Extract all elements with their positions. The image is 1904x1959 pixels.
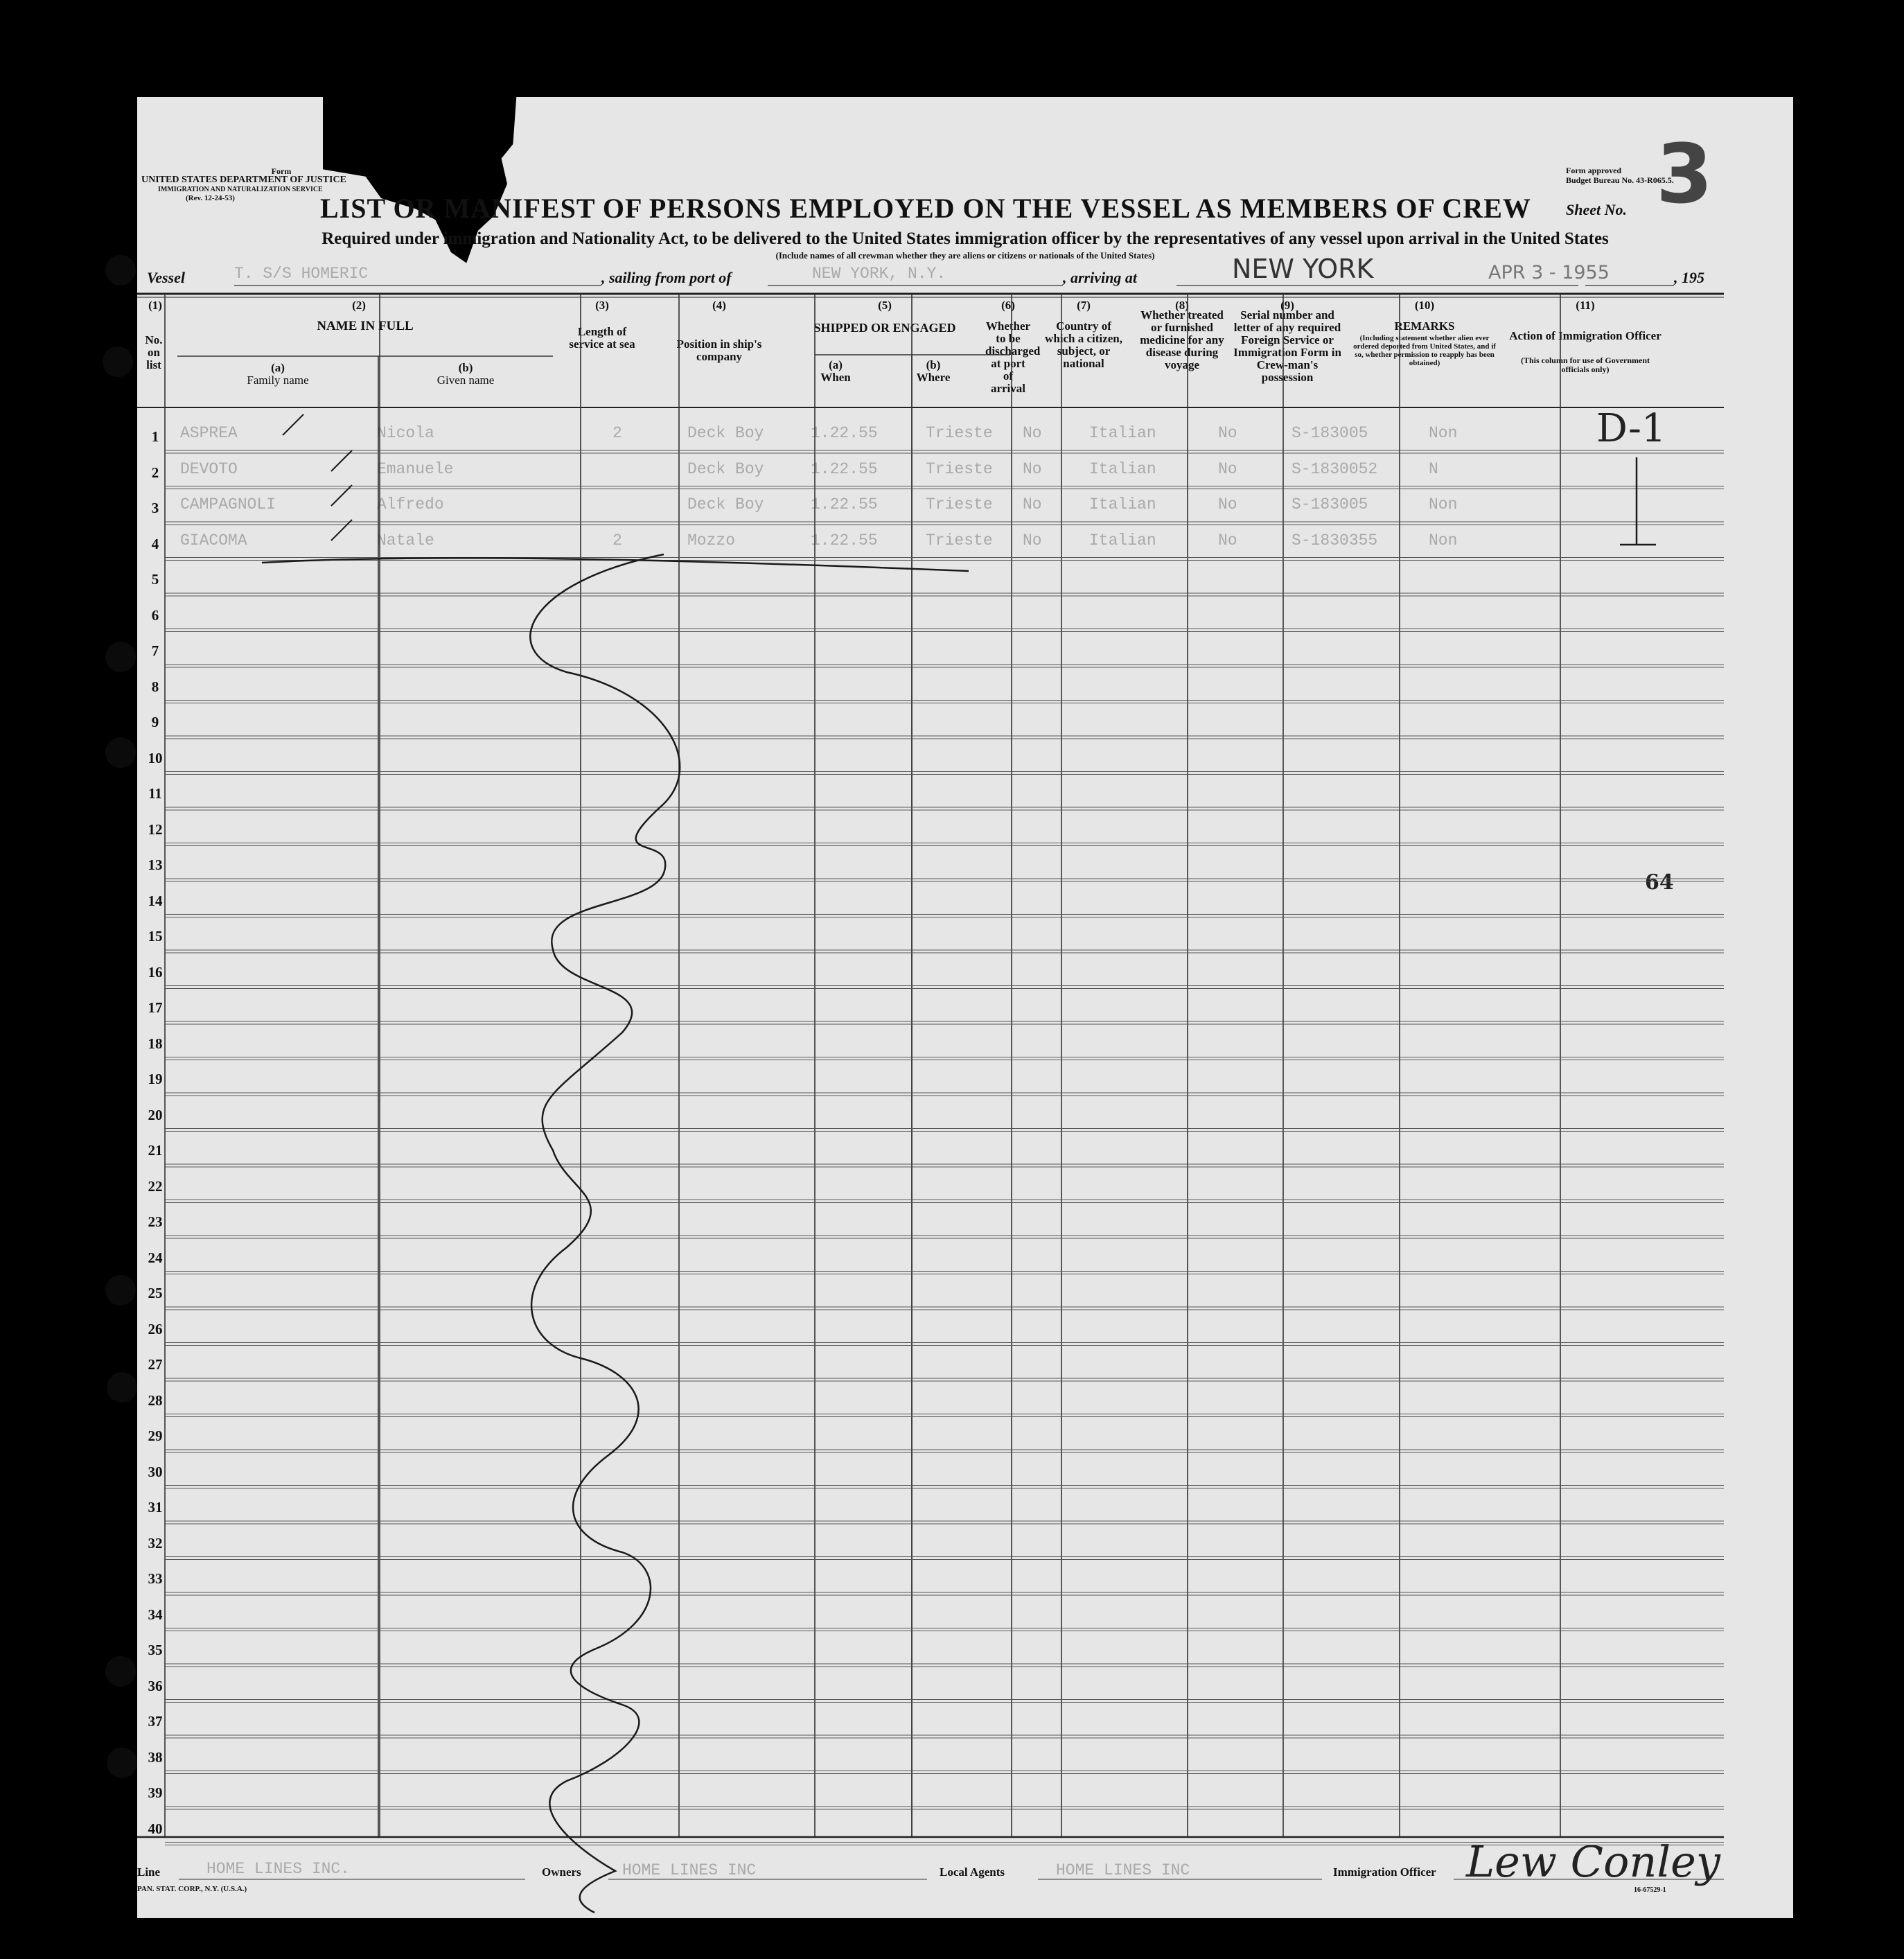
crew-position-cell: Mozzo bbox=[687, 531, 736, 550]
owners-label: Owners bbox=[542, 1865, 581, 1879]
punch-hole bbox=[105, 1656, 136, 1687]
crew-family-cell: DEVOTO bbox=[180, 459, 238, 478]
punch-hole bbox=[105, 1275, 136, 1306]
line-label: Line bbox=[137, 1865, 161, 1879]
crew-given-cell: Alfredo bbox=[377, 495, 444, 513]
crew-discharged-cell: No bbox=[1023, 424, 1042, 442]
immigration-officer-label: Immigration Officer bbox=[1333, 1865, 1436, 1879]
punch-hole bbox=[105, 737, 136, 768]
col2b-num: (b) bbox=[458, 361, 473, 374]
form-note: (Include names of all crewman whether they are aliens or citizens or nationals of the United States) bbox=[775, 250, 1155, 261]
local-agents-value: HOME LINES INC bbox=[1056, 1861, 1190, 1879]
crew-country-cell: Italian bbox=[1089, 459, 1156, 478]
check-mark bbox=[331, 485, 352, 506]
crew-treated-cell: No bbox=[1218, 495, 1237, 513]
crew-remarks-cell: Non bbox=[1429, 531, 1458, 550]
col9-label: Serial number and letter of any required Foreign Service or Immigration Form in Crew-man's possession bbox=[1233, 308, 1341, 384]
action-64-annotation: 64 bbox=[1645, 870, 1674, 895]
col10-sub: (Including statement whether alien ever ordered deported from United States, and if so, whether permission to reapply has been obtained) bbox=[1353, 334, 1496, 367]
col11-sub: (This column for use of Government officials only) bbox=[1520, 355, 1650, 374]
crew-when-cell: 1.22.55 bbox=[811, 459, 878, 478]
col5b-label: Where bbox=[916, 371, 951, 384]
row-number: 30 bbox=[148, 1463, 163, 1480]
col2a-label: Family name bbox=[247, 374, 309, 387]
col6-label: Whether to be discharged at port of arrival bbox=[985, 319, 1041, 395]
col10-label: REMARKS bbox=[1394, 319, 1455, 333]
row-number: 4 bbox=[151, 535, 159, 552]
service-label: IMMIGRATION AND NATURALIZATION SERVICE bbox=[158, 186, 323, 193]
manifest-sheet bbox=[137, 97, 1793, 1918]
row-number: 11 bbox=[148, 785, 162, 802]
check-mark bbox=[283, 414, 303, 435]
arriving-label: , arriving at bbox=[1063, 269, 1137, 286]
col11-num: (11) bbox=[1576, 299, 1595, 312]
crew-when-cell: 1.22.55 bbox=[811, 424, 878, 442]
row-number: 17 bbox=[148, 999, 163, 1016]
row-number: 6 bbox=[151, 606, 159, 624]
table-grid bbox=[137, 97, 1793, 1918]
form-approved-label: Form approved bbox=[1566, 166, 1622, 175]
crew-discharged-cell: No bbox=[1023, 495, 1042, 513]
form-code: 16-67529-1 bbox=[1634, 1886, 1666, 1894]
form-subtitle: Required under immigration and Nationality Act, to be delivered to the United States immigration officer by the representatives of any vessel upon arrival in the United States bbox=[321, 229, 1609, 248]
crew-discharged-cell: No bbox=[1023, 459, 1042, 478]
col5a-num: (a) bbox=[829, 358, 843, 371]
crew-country-cell: Italian bbox=[1089, 424, 1156, 442]
department-label: UNITED STATES DEPARTMENT OF JUSTICE bbox=[141, 175, 346, 185]
crew-position-cell: Deck Boy bbox=[687, 495, 764, 513]
crew-when-cell: 1.22.55 bbox=[811, 495, 878, 513]
row-number: 5 bbox=[151, 571, 159, 588]
cancellation-line bbox=[530, 554, 680, 1913]
crew-position-cell: Deck Boy bbox=[687, 459, 764, 478]
crew-where-cell: Trieste bbox=[926, 495, 993, 513]
form-label: Form bbox=[271, 166, 292, 176]
crew-family-cell: CAMPAGNOLI bbox=[180, 495, 276, 513]
row-number: 31 bbox=[148, 1499, 163, 1516]
crew-treated-cell: No bbox=[1218, 531, 1237, 550]
sailing-port: NEW YORK, N.Y. bbox=[812, 265, 946, 283]
col5-num: (5) bbox=[878, 299, 892, 312]
col3-num: (3) bbox=[595, 299, 609, 312]
crew-remarks-cell: Non bbox=[1429, 424, 1458, 442]
crew-when-cell: 1.22.55 bbox=[811, 531, 878, 550]
col8-num: (8) bbox=[1175, 299, 1189, 312]
col4-label: Position in ship's company bbox=[676, 337, 762, 363]
year-label: , 195 bbox=[1674, 269, 1704, 286]
row-number: 38 bbox=[148, 1748, 163, 1766]
col11-label: Action of Immigration Officer bbox=[1509, 329, 1661, 342]
col8-label: Whether treated or furnished medicine for any disease during voyage bbox=[1140, 308, 1224, 371]
row-number: 21 bbox=[148, 1142, 163, 1159]
row-number: 8 bbox=[151, 678, 159, 695]
crew-position-cell: Deck Boy bbox=[687, 424, 764, 442]
row-number: 22 bbox=[148, 1177, 163, 1195]
crew-where-cell: Trieste bbox=[926, 531, 993, 550]
crew-remarks-cell: N bbox=[1429, 459, 1438, 478]
row-number: 3 bbox=[151, 500, 159, 516]
budget-bureau-label: Budget Bureau No. 43-R065.5. bbox=[1566, 175, 1674, 185]
punch-hole bbox=[107, 1372, 137, 1403]
row-number: 23 bbox=[148, 1213, 163, 1230]
col2-num: (2) bbox=[352, 299, 366, 312]
line-value: HOME LINES INC. bbox=[206, 1860, 351, 1878]
col7-num: (7) bbox=[1077, 299, 1091, 312]
crew-remarks-cell: Non bbox=[1429, 495, 1458, 513]
col1-label: No. on list bbox=[145, 333, 163, 371]
col6-num: (6) bbox=[1001, 299, 1015, 312]
row-number: 10 bbox=[148, 749, 163, 766]
punch-hole bbox=[107, 1748, 137, 1778]
punch-hole bbox=[103, 346, 133, 377]
arrival-date: APR 3 - 1955 bbox=[1488, 262, 1610, 283]
crew-treated-cell: No bbox=[1218, 459, 1237, 478]
crew-where-cell: Trieste bbox=[926, 424, 993, 442]
crew-serial-cell: S-1830052 bbox=[1292, 459, 1378, 478]
row-number: 15 bbox=[148, 928, 163, 945]
crew-family-cell: ASPREA bbox=[180, 424, 238, 442]
crew-length-cell: 2 bbox=[612, 531, 622, 550]
row-number: 20 bbox=[148, 1106, 163, 1123]
row-number: 1 bbox=[151, 428, 159, 445]
col9-num: (9) bbox=[1280, 299, 1294, 312]
crew-given-cell: Natale bbox=[377, 531, 434, 550]
row-number: 18 bbox=[148, 1035, 163, 1052]
row-number: 2 bbox=[151, 464, 159, 481]
crew-country-cell: Italian bbox=[1089, 495, 1156, 513]
vessel-label: Vessel bbox=[147, 269, 185, 286]
row-number: 13 bbox=[148, 856, 163, 873]
crew-given-cell: Emanuele bbox=[377, 459, 454, 478]
row-number: 26 bbox=[148, 1320, 163, 1337]
row-number: 16 bbox=[148, 963, 163, 981]
col2a-num: (a) bbox=[271, 361, 285, 374]
immigration-officer-signature: Lew Conley bbox=[1466, 1836, 1720, 1887]
printer-label: PAN. STAT. CORP., N.Y. (U.S.A.) bbox=[137, 1885, 247, 1893]
sailing-label: , sailing from port of bbox=[601, 269, 732, 286]
row-number: 40 bbox=[148, 1820, 163, 1837]
crew-family-cell: GIACOMA bbox=[180, 531, 247, 550]
crew-discharged-cell: No bbox=[1023, 531, 1042, 550]
crew-serial-cell: S-1830355 bbox=[1292, 531, 1378, 550]
row-number: 35 bbox=[148, 1642, 163, 1658]
arriving-port: NEW YORK bbox=[1232, 254, 1374, 284]
row-number: 37 bbox=[148, 1713, 163, 1730]
col1-num: (1) bbox=[148, 299, 162, 312]
row-number: 9 bbox=[151, 714, 159, 730]
local-agents-label: Local Agents bbox=[940, 1865, 1005, 1879]
crew-where-cell: Trieste bbox=[926, 459, 993, 478]
col5a-label: When bbox=[820, 371, 851, 384]
col3-label: Length of service at sea bbox=[569, 325, 635, 351]
col2b-label: Given name bbox=[437, 374, 495, 387]
col4-num: (4) bbox=[712, 299, 726, 312]
crew-length-cell: 2 bbox=[612, 424, 622, 442]
row-number: 12 bbox=[148, 820, 163, 838]
row-number: 34 bbox=[148, 1606, 163, 1623]
col5-label: SHIPPED OR ENGAGED bbox=[813, 321, 956, 335]
row-number: 33 bbox=[148, 1570, 163, 1587]
row-number: 24 bbox=[148, 1249, 163, 1266]
row-number: 19 bbox=[148, 1071, 163, 1087]
row-number: 28 bbox=[148, 1391, 163, 1409]
row-number: 14 bbox=[148, 892, 163, 909]
col2-label: NAME IN FULL bbox=[317, 319, 414, 333]
row-number: 27 bbox=[148, 1356, 163, 1373]
punch-hole bbox=[105, 642, 136, 672]
row-number: 7 bbox=[151, 642, 159, 659]
action-d1-annotation: D-1 bbox=[1596, 406, 1666, 451]
form-title: LIST OR MANIFEST OF PERSONS EMPLOYED ON THE VESSEL AS MEMBERS OF CREW bbox=[320, 193, 1531, 224]
check-mark bbox=[331, 520, 352, 541]
owners-value: HOME LINES INC bbox=[622, 1861, 757, 1879]
action-bracket bbox=[1620, 457, 1656, 545]
crew-treated-cell: No bbox=[1218, 424, 1237, 442]
row-number: 39 bbox=[148, 1784, 163, 1801]
sheet-number-label: Sheet No. bbox=[1566, 201, 1627, 218]
punch-hole bbox=[105, 255, 136, 285]
crew-serial-cell: S-183005 bbox=[1292, 495, 1368, 513]
crew-country-cell: Italian bbox=[1089, 531, 1156, 550]
row-number: 25 bbox=[148, 1285, 163, 1301]
crew-serial-cell: S-183005 bbox=[1292, 424, 1368, 442]
crew-given-cell: Nicola bbox=[377, 424, 434, 442]
revision-label: (Rev. 12-24-53) bbox=[186, 194, 235, 202]
col7-label: Country of which a citizen, subject, or national bbox=[1045, 319, 1122, 370]
row-number: 29 bbox=[148, 1427, 163, 1444]
col5b-num: (b) bbox=[926, 358, 941, 371]
row-number: 36 bbox=[148, 1677, 163, 1694]
col10-num: (10) bbox=[1414, 299, 1435, 312]
row-number: 32 bbox=[148, 1534, 163, 1552]
vessel-name: T. S/S HOMERIC bbox=[234, 265, 369, 283]
sheet-number: 3 bbox=[1656, 126, 1713, 222]
